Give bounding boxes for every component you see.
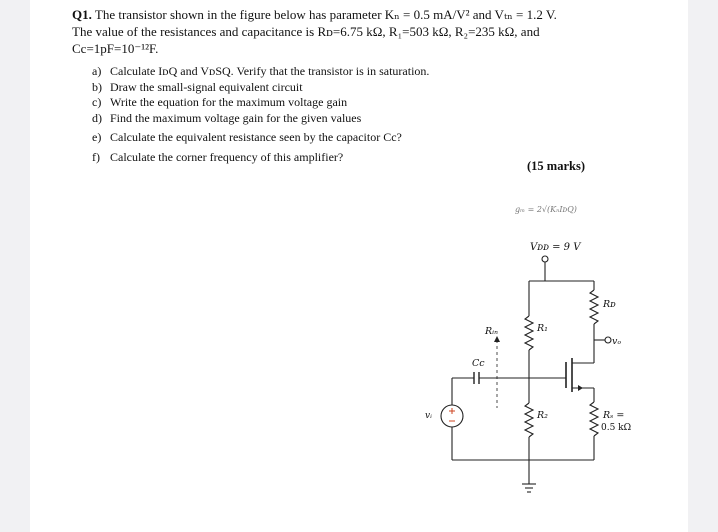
r1-label: R₁ bbox=[537, 323, 548, 334]
rs-resistor bbox=[590, 402, 598, 436]
vo-terminal bbox=[605, 337, 611, 343]
vo-label: vₒ bbox=[612, 336, 622, 347]
cc-label: Cc bbox=[472, 358, 485, 369]
r1-resistor bbox=[525, 316, 533, 350]
part-label: f) bbox=[92, 149, 100, 164]
vdd-terminal bbox=[542, 256, 548, 262]
question-line-3: Cc=1pF=10⁻¹²F. bbox=[72, 41, 159, 56]
vi-label: vᵢ bbox=[425, 411, 432, 421]
vdd-label: Vᴅᴅ = 9 V bbox=[530, 242, 581, 253]
rd-resistor bbox=[590, 290, 598, 324]
rin-label: Rᵢₙ bbox=[485, 326, 498, 337]
rd-label: Rᴅ bbox=[603, 299, 616, 310]
mosfet-arrow-icon bbox=[578, 385, 583, 391]
part-text: Find the maximum voltage gain for the given values bbox=[110, 110, 362, 125]
part-label: d) bbox=[92, 110, 102, 125]
part-text: Draw the small-signal equivalent circuit bbox=[110, 79, 303, 94]
part-label: e) bbox=[92, 130, 102, 144]
question-intro-1: The transistor shown in the figure below has parameter Kₙ = 0.5 mA/V² and Vₜₙ = 1.2 V. bbox=[94, 7, 557, 22]
rs-label: Rₛ = bbox=[603, 410, 625, 421]
part-text: Calculate IᴅQ and VᴅSQ. Verify that the transistor is in saturation. bbox=[110, 64, 430, 78]
part-label: b) bbox=[92, 79, 102, 94]
r2-label: R₂ bbox=[537, 410, 548, 421]
rs-value: 0.5 kΩ bbox=[601, 423, 632, 433]
marks-label: (15 marks) bbox=[527, 159, 585, 173]
part-label: c) bbox=[92, 95, 102, 109]
part-text: Calculate the corner frequency of this amplifier? bbox=[110, 149, 344, 164]
part-text: Calculate the equivalent resistance seen by the capacitor Cc? bbox=[110, 130, 402, 144]
gm-formula: gₘ = 2√(KₙIᴅQ) bbox=[515, 205, 577, 214]
part-label: a) bbox=[92, 64, 102, 78]
part-text: Write the equation for the maximum voltage gain bbox=[110, 95, 348, 109]
question-line-2: The value of the resistances and capacitance is Rᴅ=6.75 kΩ, R₁=503 kΩ, R₂=235 kΩ, and bbox=[72, 24, 540, 39]
r2-resistor bbox=[525, 403, 533, 437]
question-number: Q1. bbox=[72, 7, 92, 22]
